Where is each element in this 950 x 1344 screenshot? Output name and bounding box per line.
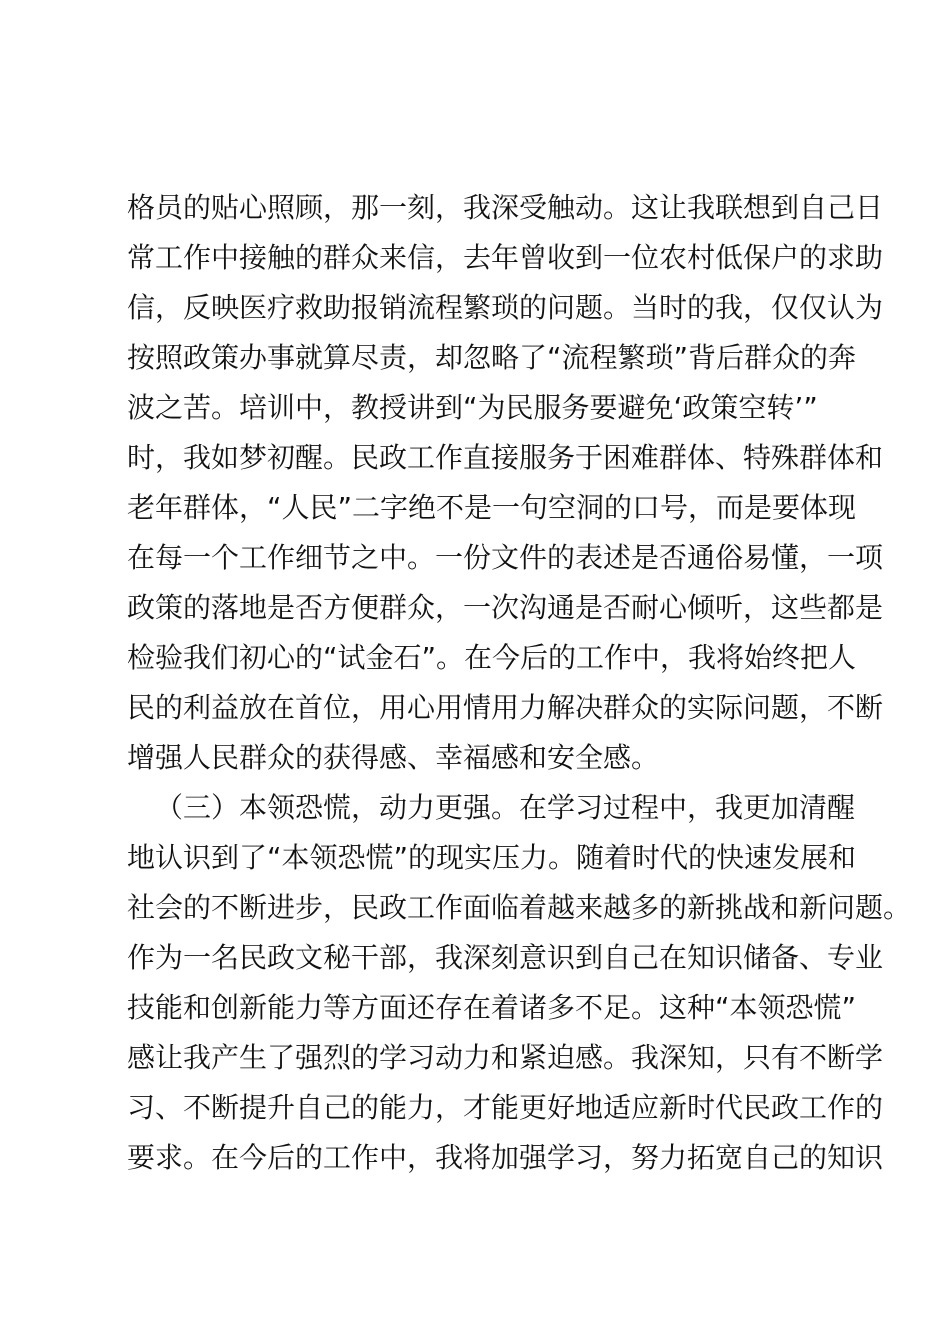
text-line: 要求。在今后的工作中，我将加强学习，努力拓宽自己的知识 bbox=[127, 1141, 884, 1174]
text-line: 技能和创新能力等方面还存在着诸多不足。这种“本领恐慌” bbox=[127, 991, 857, 1024]
text-line: 格员的贴心照顾，那一刻，我深受触动。这让我联想到自己日 bbox=[127, 191, 884, 224]
text-line: 检验我们初心的“试金石”。在今后的工作中，我将始终把人 bbox=[127, 641, 857, 674]
text-line: 政策的落地是否方便群众，一次沟通是否耐心倾听，这些都是 bbox=[127, 591, 884, 624]
text-line: 地认识到了“本领恐慌”的现实压力。随着时代的快速发展和 bbox=[127, 841, 857, 874]
text-line: 波之苦。培训中，教授讲到“为民服务要避免‘政策空转’” bbox=[127, 391, 818, 424]
text-line: 在每一个工作细节之中。一份文件的表述是否通俗易懂，一项 bbox=[127, 541, 884, 574]
text-line: 习、不断提升自己的能力，才能更好地适应新时代民政工作的 bbox=[127, 1091, 884, 1124]
text-line: 感让我产生了强烈的学习动力和紧迫感。我深知，只有不断学 bbox=[127, 1041, 884, 1074]
text-line: 常工作中接触的群众来信，去年曾收到一位农村低保户的求助 bbox=[127, 241, 884, 274]
text-line: 按照政策办事就算尽责，却忽略了“流程繁琐”背后群众的奔 bbox=[127, 341, 857, 374]
section-heading-line: （三）本领恐慌，动力更强。在学习过程中，我更加清醒 bbox=[155, 791, 856, 824]
text-line: 民的利益放在首位，用心用情用力解决群众的实际问题，不断 bbox=[127, 691, 884, 724]
text-line: 信，反映医疗救助报销流程繁琐的问题。当时的我，仅仅认为 bbox=[127, 291, 884, 324]
text-line: 时，我如梦初醒。民政工作直接服务于困难群体、特殊群体和 bbox=[127, 441, 884, 474]
text-line: 增强人民群众的获得感、幸福感和安全感。 bbox=[127, 741, 660, 774]
text-line: 作为一名民政文秘干部，我深刻意识到自己在知识储备、专业 bbox=[127, 941, 884, 974]
text-line: 老年群体，“人民”二字绝不是一句空洞的口号，而是要体现 bbox=[127, 491, 857, 524]
body-text bbox=[127, 183, 912, 1183]
text-line: 社会的不断进步，民政工作面临着越来越多的新挑战和新问题。 bbox=[127, 891, 912, 924]
